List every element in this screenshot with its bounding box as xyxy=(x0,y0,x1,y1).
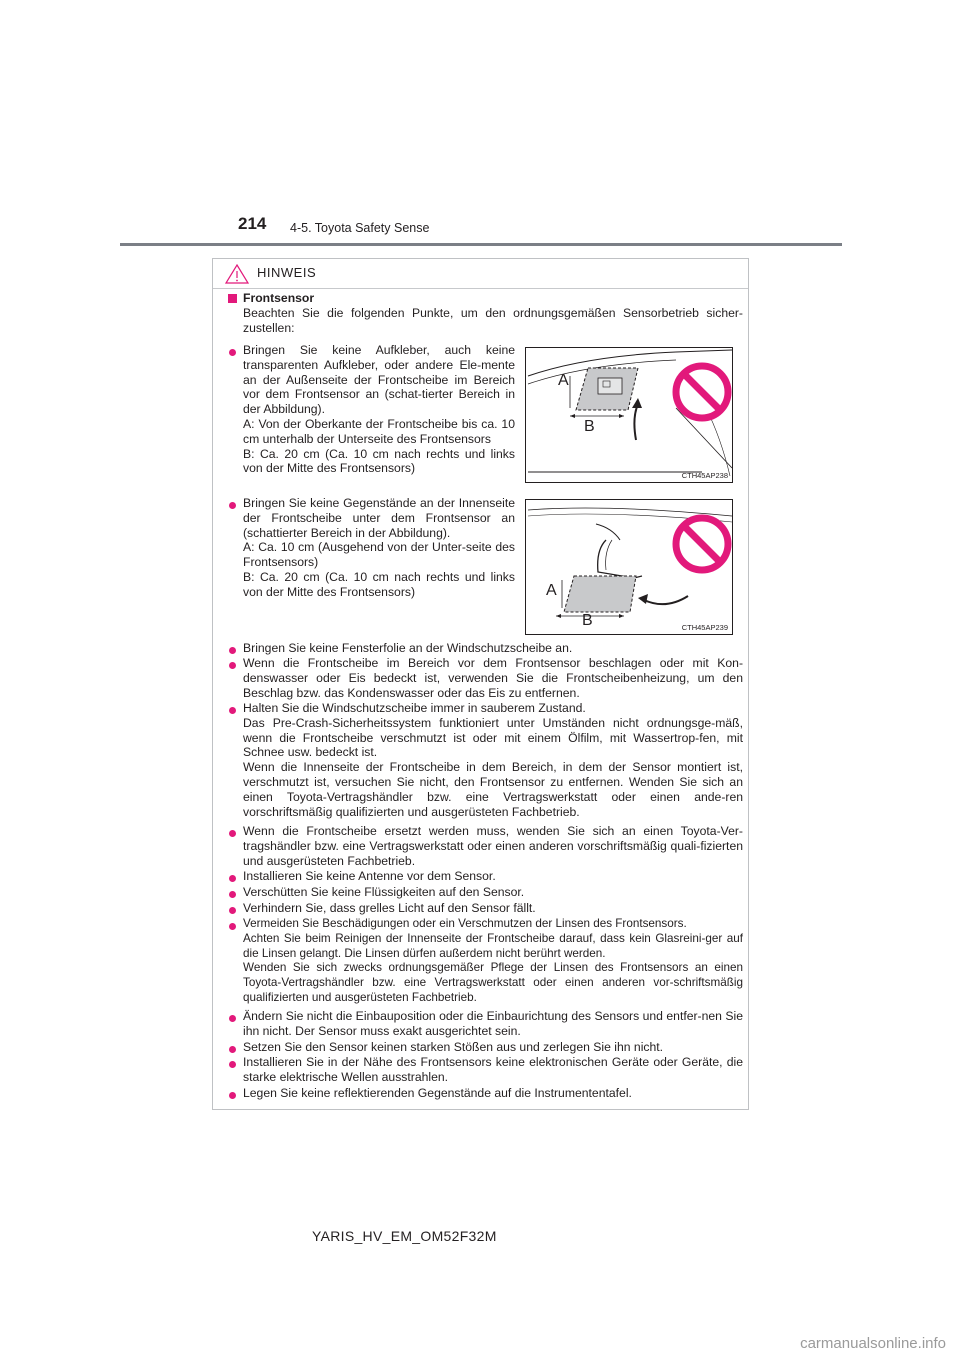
list-item xyxy=(243,917,743,1006)
figure-item-2-main: Bringen Sie keine Gegenstände an der Innenseite der Frontscheibe unter dem Frontsensor an (schattierter Bereich in der Abbildung). xyxy=(243,496,515,540)
figure-item-2-b: B: Ca. 20 cm (Ca. 10 cm nach rechts und links von der Mitte des Frontsensors) xyxy=(243,569,515,599)
notice-divider xyxy=(213,288,748,289)
list-item xyxy=(243,1040,743,1055)
list-item-line: Wenn die Innenseite der Frontscheibe in dem Bereich, in dem der Sensor montiert ist, verschmutzt ist, versuchen Sie nicht, den Frontsensor zu entfernen. Wenden Sie sich an einen Toyota-Vertragshändler bzw. eine Vertragswerkstatt oder einen ande-ren vorschriftsmäßig qualifizierten und ausgerüsteten Fachbetrieb. xyxy=(243,760,743,819)
bullet-icon xyxy=(229,1015,236,1022)
list-item-line: Installieren Sie in der Nähe des Frontsensors keine elektronischen Geräte oder Geräte, die starke elektrische Wellen ausstrahlen. xyxy=(243,1055,743,1084)
list-item-line: Halten Sie die Windschutzscheibe immer in sauberem Zustand. xyxy=(243,701,586,715)
list-item xyxy=(243,885,743,900)
list-item xyxy=(243,1009,743,1039)
figure-item-2 xyxy=(243,496,515,600)
bullet-icon xyxy=(229,1092,236,1099)
list-item xyxy=(243,701,743,819)
list-item-line: Das Pre-Crash-Sicherheitssystem funktioniert unter Umständen nicht ordnungsge-mäß, wenn die Frontscheibe verschmutzt ist oder mit einem Ölfilm, mit Wassertrop-fen, mit Schnee usw. bedeckt ist. xyxy=(243,715,743,760)
document-code: YARIS_HV_EM_OM52F32M xyxy=(312,1228,497,1244)
bullet-icon xyxy=(229,502,236,509)
bullet-icon xyxy=(229,830,236,837)
figure-item-1-b: B: Ca. 20 cm (Ca. 10 cm nach rechts und links von der Mitte des Frontsensors) xyxy=(243,446,515,476)
square-bullet-icon xyxy=(228,294,237,303)
notice-title: HINWEIS xyxy=(257,265,317,280)
figure-2-code: CTH45AP239 xyxy=(681,623,728,632)
list-item-line: Achten Sie beim Reinigen der Innenseite der Frontscheibe darauf, dass kein Glasreini-ger auf die Linsen gelangt. Die Linsen dürfen außerdem nicht berührt werden. xyxy=(243,931,743,960)
list-item-line: Wenn die Frontscheibe ersetzt werden muss, wenden Sie sich an einen Toyota-Ver-tragshändler bzw. eine Vertragswerkstatt oder einen anderen vorschriftsmäßig quali-fizierten und ausgerüsteten Fachbetrieb. xyxy=(243,824,743,868)
list-item xyxy=(243,824,743,868)
figure-1-label-b: B xyxy=(584,418,595,435)
figure-2-label-a: A xyxy=(546,582,557,599)
notice-intro: Beachten Sie die folgenden Punkte, um den ordnungsgemäßen Sensorbetrieb sicher-zustellen: xyxy=(243,306,743,335)
list-item xyxy=(243,901,743,916)
bullet-icon xyxy=(229,662,236,669)
figure-interior-sensor xyxy=(525,499,733,635)
list-item-line: Setzen Sie den Sensor keinen starken Stößen aus und zerlegen Sie ihn nicht. xyxy=(243,1040,664,1054)
figure-item-2-a: A: Ca. 10 cm (Ausgehend von der Unter-seite des Frontsensors) xyxy=(243,540,515,570)
figure-2-label-b: B xyxy=(582,612,593,629)
watermark: carmanualsonline.info xyxy=(800,1335,946,1352)
bullet-icon xyxy=(229,1046,236,1053)
bullet-icon xyxy=(229,349,236,356)
figure-exterior-sensor xyxy=(525,347,733,483)
list-item-line: Legen Sie keine reflektierenden Gegenstände auf die Instrumententafel. xyxy=(243,1086,632,1100)
figure-item-1 xyxy=(243,343,515,476)
figure-1-code: CTH45AP238 xyxy=(681,471,728,480)
bullet-icon xyxy=(229,1061,236,1068)
list-item xyxy=(243,1086,743,1101)
notice-heading: Frontsensor xyxy=(243,291,315,305)
bullet-icon xyxy=(229,907,236,914)
figure-1-label-a: A xyxy=(558,372,569,389)
warning-triangle-icon xyxy=(225,264,249,284)
list-item-line: Verhindern Sie, dass grelles Licht auf den Sensor fällt. xyxy=(243,901,536,915)
list-item xyxy=(243,869,743,884)
list-item-line: Verschütten Sie keine Flüssigkeiten auf den Sensor. xyxy=(243,885,525,899)
list-item-line: Vermeiden Sie Beschädigungen oder ein Verschmutzen der Linsen des Frontsensors. xyxy=(243,917,687,930)
notice-header xyxy=(213,259,748,289)
bullet-icon xyxy=(229,647,236,654)
bullet-icon xyxy=(229,923,236,930)
bullet-icon xyxy=(229,891,236,898)
header-rule xyxy=(120,243,842,246)
list-item-line: Wenden Sie sich zwecks ordnungsgemäßer Pflege der Linsen des Frontsensors an einen Toyota-Vertragshändler bzw. eine Vertragswerkstatt oder einen anderen vor-schriftsmäßig qualifizierten und ausgerüsteten Fachbetrieb. xyxy=(243,961,743,1004)
figure-item-1-main: Bringen Sie keine Aufkleber, auch keine transparenten Aufkleber, oder andere Ele-mente an der Außenseite der Frontscheibe im Bereich vor dem Frontsensor an (schat-tierter Bereich in der Abbildung). xyxy=(243,343,515,417)
page-number: 214 xyxy=(238,214,267,233)
list-item xyxy=(243,1055,743,1085)
windshield-exterior-illustration xyxy=(526,348,732,482)
list-item-line: Installieren Sie keine Antenne vor dem Sensor. xyxy=(243,869,496,883)
figure-item-1-a: A: Von der Oberkante der Frontscheibe bis ca. 10 cm unterhalb der Unterseite des Frontsensors xyxy=(243,416,515,446)
list-item-line: Wenn die Frontscheibe im Bereich vor dem Frontsensor beschlagen oder mit Kon-denswasser oder Eis bedeckt ist, verwenden Sie die Frontscheibenheizung, um den Beschlag bzw. das Kondenswasser oder das Eis zu entfernen. xyxy=(243,656,743,700)
bullet-icon xyxy=(229,707,236,714)
list-item xyxy=(243,641,743,656)
list-item-line: Ändern Sie nicht die Einbauposition oder die Einbaurichtung des Sensors und entfer-nen Sie ihn nicht. Der Sensor muss exakt ausgerichtet sein. xyxy=(243,1009,743,1038)
section-title: 4-5. Toyota Safety Sense xyxy=(290,221,430,235)
list-item xyxy=(243,656,743,700)
list-item-line: Bringen Sie keine Fensterfolie an der Windschutzscheibe an. xyxy=(243,641,573,655)
bullet-icon xyxy=(229,875,236,882)
mirror-interior-illustration xyxy=(526,500,732,634)
